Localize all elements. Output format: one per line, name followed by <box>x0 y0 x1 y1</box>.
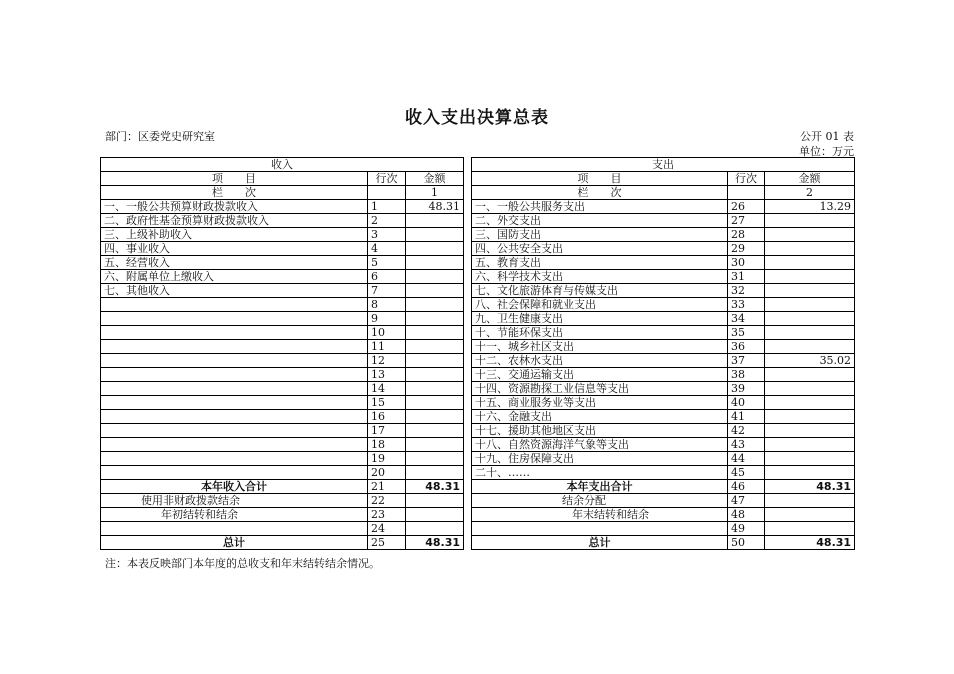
income-line: 22 <box>368 494 406 508</box>
expense-lanci: 栏 次 <box>472 186 728 200</box>
income-line: 24 <box>368 522 406 536</box>
income-line: 2 <box>368 214 406 228</box>
expense-item <box>472 522 728 536</box>
income-amount <box>406 326 464 340</box>
expense-item: 十、节能环保支出 <box>472 326 728 340</box>
expense-item: 十三、交通运输支出 <box>472 368 728 382</box>
expense-item: 十二、农林水支出 <box>472 354 728 368</box>
expense-total-label: 本年支出合计 <box>472 480 728 494</box>
section-header-row <box>101 158 855 172</box>
expense-amount: 35.02 <box>765 354 855 368</box>
table-row <box>101 228 855 242</box>
income-item <box>101 410 368 424</box>
income-line: 13 <box>368 368 406 382</box>
expense-line: 42 <box>728 424 765 438</box>
year-total-row <box>101 480 855 494</box>
income-line: 9 <box>368 312 406 326</box>
income-amount <box>406 382 464 396</box>
income-item <box>101 326 368 340</box>
income-line: 23 <box>368 508 406 522</box>
income-amount <box>406 256 464 270</box>
expense-line: 44 <box>728 452 765 466</box>
expense-amount <box>765 522 855 536</box>
income-item <box>101 522 368 536</box>
income-line: 4 <box>368 242 406 256</box>
expense-amount <box>765 242 855 256</box>
income-amount <box>406 228 464 242</box>
expense-amount <box>765 228 855 242</box>
income-item <box>101 340 368 354</box>
grand-expense-label: 总计 <box>472 536 728 550</box>
unit-label: 单位：万元 <box>799 145 854 158</box>
income-line: 12 <box>368 354 406 368</box>
income-item <box>101 312 368 326</box>
expense-amount <box>765 438 855 452</box>
income-amount <box>406 396 464 410</box>
income-lanci: 栏 次 <box>101 186 368 200</box>
table-row <box>101 410 855 424</box>
expense-item: 一、一般公共服务支出 <box>472 200 728 214</box>
table-row <box>101 382 855 396</box>
income-item: 年初结转和结余 <box>101 508 368 522</box>
table-row <box>101 270 855 284</box>
expense-line: 29 <box>728 242 765 256</box>
department-label: 部门：区委党史研究室 <box>105 130 215 143</box>
table-row <box>101 438 855 452</box>
grand-income-label: 总计 <box>101 536 368 550</box>
grand-total-row <box>101 536 855 550</box>
income-item-header: 项 目 <box>101 172 368 186</box>
expense-line-header: 行次 <box>728 172 765 186</box>
table-row <box>101 522 855 536</box>
table-row <box>101 452 855 466</box>
expense-amount <box>765 424 855 438</box>
expense-line: 27 <box>728 214 765 228</box>
expense-amount <box>765 340 855 354</box>
income-amount <box>406 410 464 424</box>
expense-amount <box>765 256 855 270</box>
income-item <box>101 424 368 438</box>
income-amount: 48.31 <box>406 200 464 214</box>
expense-line: 36 <box>728 340 765 354</box>
expense-amount-header: 金额 <box>765 172 855 186</box>
expense-item-header: 项 目 <box>472 172 728 186</box>
expense-item: 十四、资源勘探工业信息等支出 <box>472 382 728 396</box>
expense-line: 35 <box>728 326 765 340</box>
expense-item: 二十、…… <box>472 466 728 480</box>
expense-amount <box>765 270 855 284</box>
income-line: 6 <box>368 270 406 284</box>
expense-col-number: 2 <box>765 186 855 200</box>
grand-income-line: 25 <box>368 536 406 550</box>
expense-line: 48 <box>728 508 765 522</box>
income-item: 七、其他收入 <box>101 284 368 298</box>
expense-item: 年末结转和结余 <box>472 508 728 522</box>
income-line: 14 <box>368 382 406 396</box>
grand-expense-line: 50 <box>728 536 765 550</box>
expense-line: 38 <box>728 368 765 382</box>
table-row <box>101 368 855 382</box>
income-amount <box>406 368 464 382</box>
table-row <box>101 312 855 326</box>
expense-item: 九、卫生健康支出 <box>472 312 728 326</box>
income-line: 19 <box>368 452 406 466</box>
income-total-amount: 48.31 <box>406 480 464 494</box>
income-item <box>101 452 368 466</box>
income-line: 7 <box>368 284 406 298</box>
expense-line: 32 <box>728 284 765 298</box>
income-amount <box>406 424 464 438</box>
expense-amount <box>765 368 855 382</box>
expense-line: 41 <box>728 410 765 424</box>
expense-amount <box>765 410 855 424</box>
table-row <box>101 214 855 228</box>
expense-header: 支出 <box>472 158 855 172</box>
income-amount <box>406 452 464 466</box>
income-line: 17 <box>368 424 406 438</box>
income-amount <box>406 270 464 284</box>
table-row <box>101 424 855 438</box>
column-number-row <box>101 186 855 200</box>
income-item: 四、事业收入 <box>101 242 368 256</box>
table-row <box>101 284 855 298</box>
income-line: 15 <box>368 396 406 410</box>
column-header-row <box>101 172 855 186</box>
expense-amount <box>765 326 855 340</box>
expense-item: 十七、援助其他地区支出 <box>472 424 728 438</box>
expense-item: 结余分配 <box>472 494 728 508</box>
expense-amount <box>765 494 855 508</box>
income-amount <box>406 284 464 298</box>
income-line: 8 <box>368 298 406 312</box>
table-row <box>101 340 855 354</box>
income-amount <box>406 312 464 326</box>
table-row <box>101 200 855 214</box>
table-row <box>101 256 855 270</box>
expense-total-line: 46 <box>728 480 765 494</box>
table-row <box>101 326 855 340</box>
expense-line: 26 <box>728 200 765 214</box>
expense-item: 十五、商业服务业等支出 <box>472 396 728 410</box>
form-code: 公开 01 表 <box>800 130 854 143</box>
expense-total-amount: 48.31 <box>765 480 855 494</box>
income-amount <box>406 522 464 536</box>
income-item: 二、政府性基金预算财政拨款收入 <box>101 214 368 228</box>
expense-amount <box>765 214 855 228</box>
income-line: 3 <box>368 228 406 242</box>
expense-line: 28 <box>728 228 765 242</box>
expense-item: 七、文化旅游体育与传媒支出 <box>472 284 728 298</box>
footnote: 注：本表反映部门本年度的总收支和年末结转结余情况。 <box>105 557 380 570</box>
income-amount <box>406 494 464 508</box>
expense-line: 39 <box>728 382 765 396</box>
expense-line: 37 <box>728 354 765 368</box>
expense-item: 三、国防支出 <box>472 228 728 242</box>
expense-item: 八、社会保障和就业支出 <box>472 298 728 312</box>
income-amount <box>406 508 464 522</box>
income-item: 使用非财政拨款结余 <box>101 494 368 508</box>
income-line: 18 <box>368 438 406 452</box>
table-row <box>101 466 855 480</box>
expense-item: 十一、城乡社区支出 <box>472 340 728 354</box>
expense-amount: 13.29 <box>765 200 855 214</box>
income-line: 5 <box>368 256 406 270</box>
table-row <box>101 298 855 312</box>
expense-line: 47 <box>728 494 765 508</box>
income-amount <box>406 438 464 452</box>
income-item: 六、附属单位上缴收入 <box>101 270 368 284</box>
expense-amount <box>765 312 855 326</box>
expense-line: 49 <box>728 522 765 536</box>
income-header: 收入 <box>101 158 464 172</box>
expense-amount <box>765 466 855 480</box>
income-item <box>101 368 368 382</box>
income-item: 三、上级补助收入 <box>101 228 368 242</box>
expense-line: 33 <box>728 298 765 312</box>
expense-line: 30 <box>728 256 765 270</box>
income-item: 五、经营收入 <box>101 256 368 270</box>
expense-item: 五、教育支出 <box>472 256 728 270</box>
income-total-label: 本年收入合计 <box>101 480 368 494</box>
expense-item: 十八、自然资源海洋气象等支出 <box>472 438 728 452</box>
income-col-number: 1 <box>406 186 464 200</box>
budget-summary-table <box>100 157 855 550</box>
expense-item: 二、外交支出 <box>472 214 728 228</box>
expense-line: 43 <box>728 438 765 452</box>
income-item <box>101 298 368 312</box>
expense-amount <box>765 298 855 312</box>
income-line: 10 <box>368 326 406 340</box>
expense-amount <box>765 508 855 522</box>
income-line: 11 <box>368 340 406 354</box>
income-item <box>101 466 368 480</box>
table-row <box>101 354 855 368</box>
page-title: 收入支出决算总表 <box>405 108 549 128</box>
grand-income-amount: 48.31 <box>406 536 464 550</box>
income-item <box>101 354 368 368</box>
expense-line: 40 <box>728 396 765 410</box>
income-line: 1 <box>368 200 406 214</box>
expense-amount <box>765 382 855 396</box>
expense-line: 45 <box>728 466 765 480</box>
expense-item: 十九、住房保障支出 <box>472 452 728 466</box>
expense-amount <box>765 284 855 298</box>
income-amount <box>406 242 464 256</box>
income-amount <box>406 466 464 480</box>
table-row <box>101 242 855 256</box>
income-line-header: 行次 <box>368 172 406 186</box>
income-amount <box>406 214 464 228</box>
table-row <box>101 396 855 410</box>
income-line: 16 <box>368 410 406 424</box>
expense-line: 34 <box>728 312 765 326</box>
table-row <box>101 508 855 522</box>
income-amount <box>406 298 464 312</box>
table-row <box>101 494 855 508</box>
income-amount <box>406 340 464 354</box>
income-item <box>101 396 368 410</box>
income-line: 20 <box>368 466 406 480</box>
income-item <box>101 438 368 452</box>
expense-item: 六、科学技术支出 <box>472 270 728 284</box>
income-amount-header: 金额 <box>406 172 464 186</box>
expense-amount <box>765 452 855 466</box>
expense-item: 四、公共安全支出 <box>472 242 728 256</box>
income-item: 一、一般公共预算财政拨款收入 <box>101 200 368 214</box>
expense-line: 31 <box>728 270 765 284</box>
income-item <box>101 382 368 396</box>
grand-expense-amount: 48.31 <box>765 536 855 550</box>
income-total-line: 21 <box>368 480 406 494</box>
income-amount <box>406 354 464 368</box>
expense-item: 十六、金融支出 <box>472 410 728 424</box>
expense-amount <box>765 396 855 410</box>
